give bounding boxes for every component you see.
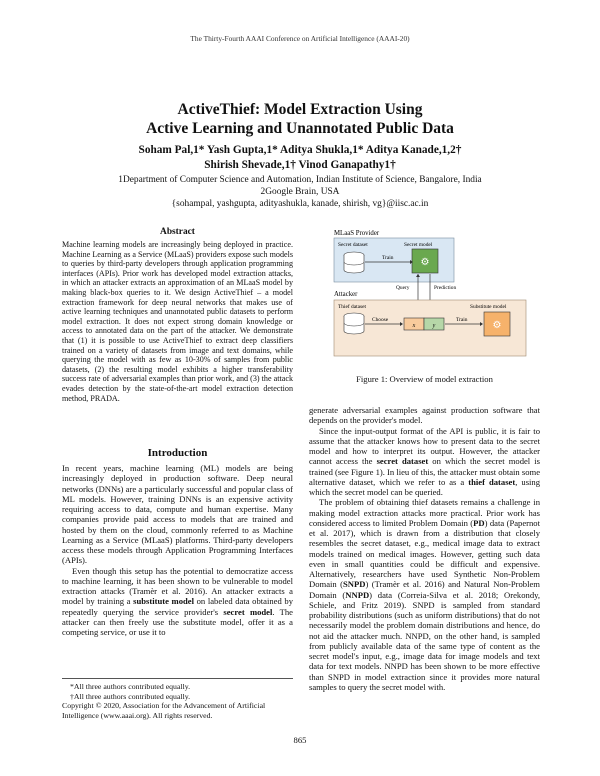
right-paragraph-2 [309, 497, 540, 692]
footnote-1: *All three authors contributed equally. [70, 682, 191, 691]
introduction-body [62, 463, 293, 637]
footnotes [62, 678, 293, 720]
secret-model-label: Secret model [404, 242, 433, 248]
thief-dataset-label: Thief dataset [338, 304, 366, 310]
author-emails: {sohampal, yashgupta, adityashukla, kanade, shirish, vg}@iisc.ac.in [171, 199, 429, 209]
attacker-label: Attacker [334, 291, 358, 298]
train-label-1: Train [382, 255, 394, 261]
affiliation-1: 1Department of Computer Science and Automation, Indian Institute of Science, Bangalore, India [118, 175, 482, 185]
x-cell-label: x [412, 323, 416, 329]
train-label-2: Train [456, 317, 468, 323]
term-nnpd: NNPD [345, 589, 370, 600]
right-p1-text-c: , using which the secret model can be queried. [309, 476, 541, 497]
abstract-body [62, 240, 293, 403]
right-p1-text-a: Since the input-output format of the API is public, it is fair to assume that the attacker knows how to present data to the secret model and how to interpret its output. However, the attacker cannot access the [309, 425, 540, 467]
term-secret-dataset: secret dataset [376, 456, 429, 467]
right-column-body [309, 405, 540, 692]
right-p2-text-c: ) (Tramèr et al. 2016) and Natural Non-Problem Domain ( [309, 579, 540, 600]
conference-header: The Thirty-Fourth AAAI Conference on Artificial Intelligence (AAAI-20) [190, 34, 410, 43]
right-paragraph-0: generate adversarial examples against production software that depends on the provider's model. [309, 405, 540, 426]
query-label: Query [396, 285, 410, 291]
choose-label: Choose [372, 317, 389, 323]
thief-dataset-database-icon [344, 313, 364, 334]
introduction-heading: Introduction [147, 447, 208, 459]
right-p2-text-a: The problem of obtaining thief datasets remains a challenge in making model extraction attacks more practical. Prior work has considered access to limited Problem Domain ( [309, 497, 540, 528]
affiliation-2: 2Google Brain, USA [260, 187, 340, 197]
model-extraction-figure [330, 230, 530, 360]
intro-paragraph-2 [62, 566, 293, 638]
substitute-model-label: Substitute model [470, 304, 507, 310]
y-cell-label: y [432, 323, 436, 329]
secret-model-gear-icon: ⚙ [420, 257, 430, 268]
right-p2-text-b: ) data (Papernot et al. 2017), which is drawn from a distribution that closely resembles the secret dataset, e.g., medical image data to extract models trained on medical images. However, getting such data even in small quantities could be difficult and expensive. Alternatively, researchers have used Synthetic Non-Problem Domain ( [309, 517, 540, 590]
term-substitute-model: substitute model [133, 596, 194, 607]
page-number: 865 [293, 735, 307, 745]
term-snpd: SNPD [343, 579, 366, 590]
prediction-label: Prediction [434, 285, 457, 291]
right-p1-text-b: on which the secret model is trained (see Figure 1). In lieu of this, the attacker must obtain some alternative dataset, which we refer to as a [309, 456, 541, 487]
intro-p2-text-b: on labeled data obtained by repeatedly querying the service provider's [62, 596, 293, 617]
authors-line-2: Shirish Shevade,1† Vinod Ganapathy1† [204, 158, 396, 171]
intro-paragraph-1: In recent years, machine learning (ML) models are being increasingly deployed in production software. Deep neural networks (DNNs) are a particularly successful and popular class of ML models. However, training DNNs is an expensive activity requiring access to data, compute and human expertise. Many companies provide paid access to models that are trained and hosted by them on the cloud, commonly referred to as Machine Learning as a Service (MLaaS) platforms. Third-party developers access these models through Application Programming Interfaces (APIs). [62, 463, 293, 566]
right-p2-text-d: ) data (Correia-Silva et al. 2018; Orekondy, Schiele, and Fritz 2019). SNPD is sampled from standard probability distributions (such as uniform distributions) that do not necessarily model the problem domain distributions and hence, do not aid the attacker much. NNPD, on the other hand, is sampled from publicly available data of the same type of content as the secret model's input, e.g., image data for image models and text data for text models. NNPD has been shown to be more effective than SNPD in model extraction since it provides more natural samples to query the secret model with. [309, 589, 541, 692]
copyright-notice: Copyright © 2020, Association for the Advancement of Artificial Intelligence (www.aaai.org). All rights reserved. [62, 701, 266, 720]
paper-title [0, 100, 600, 138]
intro-p2-text-a: Even though this setup has the potential to democratize access to machine learning, it has been shown to be vulnerable to model extraction attacks (Tramèr et al. 2016). An attacker extracts a model by training a [62, 565, 293, 607]
provider-label: MLaaS Provider [334, 230, 380, 237]
term-thief-dataset: thief dataset [468, 476, 516, 487]
term-secret-model: secret model [223, 606, 273, 617]
right-paragraph-1 [309, 426, 540, 498]
authors-line-1: Soham Pal,1* Yash Gupta,1* Aditya Shukla,1* Aditya Kanade,1,2† [138, 144, 462, 156]
title-line-1: ActiveThief: Model Extraction Using [177, 101, 423, 118]
intro-p2-text-c: . The attacker can then freely use the substitute model, offer it as a competing service, or use it to [62, 606, 293, 637]
title-line-2: Active Learning and Unannotated Public Data [146, 120, 454, 137]
term-pd: PD [473, 517, 485, 528]
figure-caption: Figure 1: Overview of model extraction [356, 374, 493, 384]
abstract-heading: Abstract [160, 227, 195, 237]
secret-dataset-label: Secret dataset [338, 242, 368, 248]
footnote-2: †All three authors contributed equally. [70, 691, 191, 701]
affiliations [0, 174, 600, 210]
author-list [0, 143, 600, 172]
secret-dataset-database-icon [344, 252, 364, 273]
substitute-model-gear-icon: ⚙ [492, 320, 502, 331]
abstract-text: Machine learning models are increasingly being deployed in practice. Machine Learning as a Service (MLaaS) providers expose such models to queries by third-party developers through application programming interfaces (APIs). Prior work has developed model extraction attacks, in which an attacker extracts an approximation of an MLaaS model by making black-box queries to it. We design ActiveThief – a model extraction framework for deep neural networks that makes use of active learning techniques and unannotated public datasets to perform model extraction. It does not expect strong domain knowledge or access to annotated data on the part of the attacker. We demonstrate that (1) it is possible to use ActiveThief to extract deep classifiers trained on a variety of datasets from image and text domains, while querying the model with as few as 10-30% of samples from public datasets, (2) the resulting model exhibits a higher transferability success rate of adversarial examples than prior work, and (3) the attack evades detection by the state-of-the-art model extraction detection method, PRADA. [62, 240, 293, 403]
